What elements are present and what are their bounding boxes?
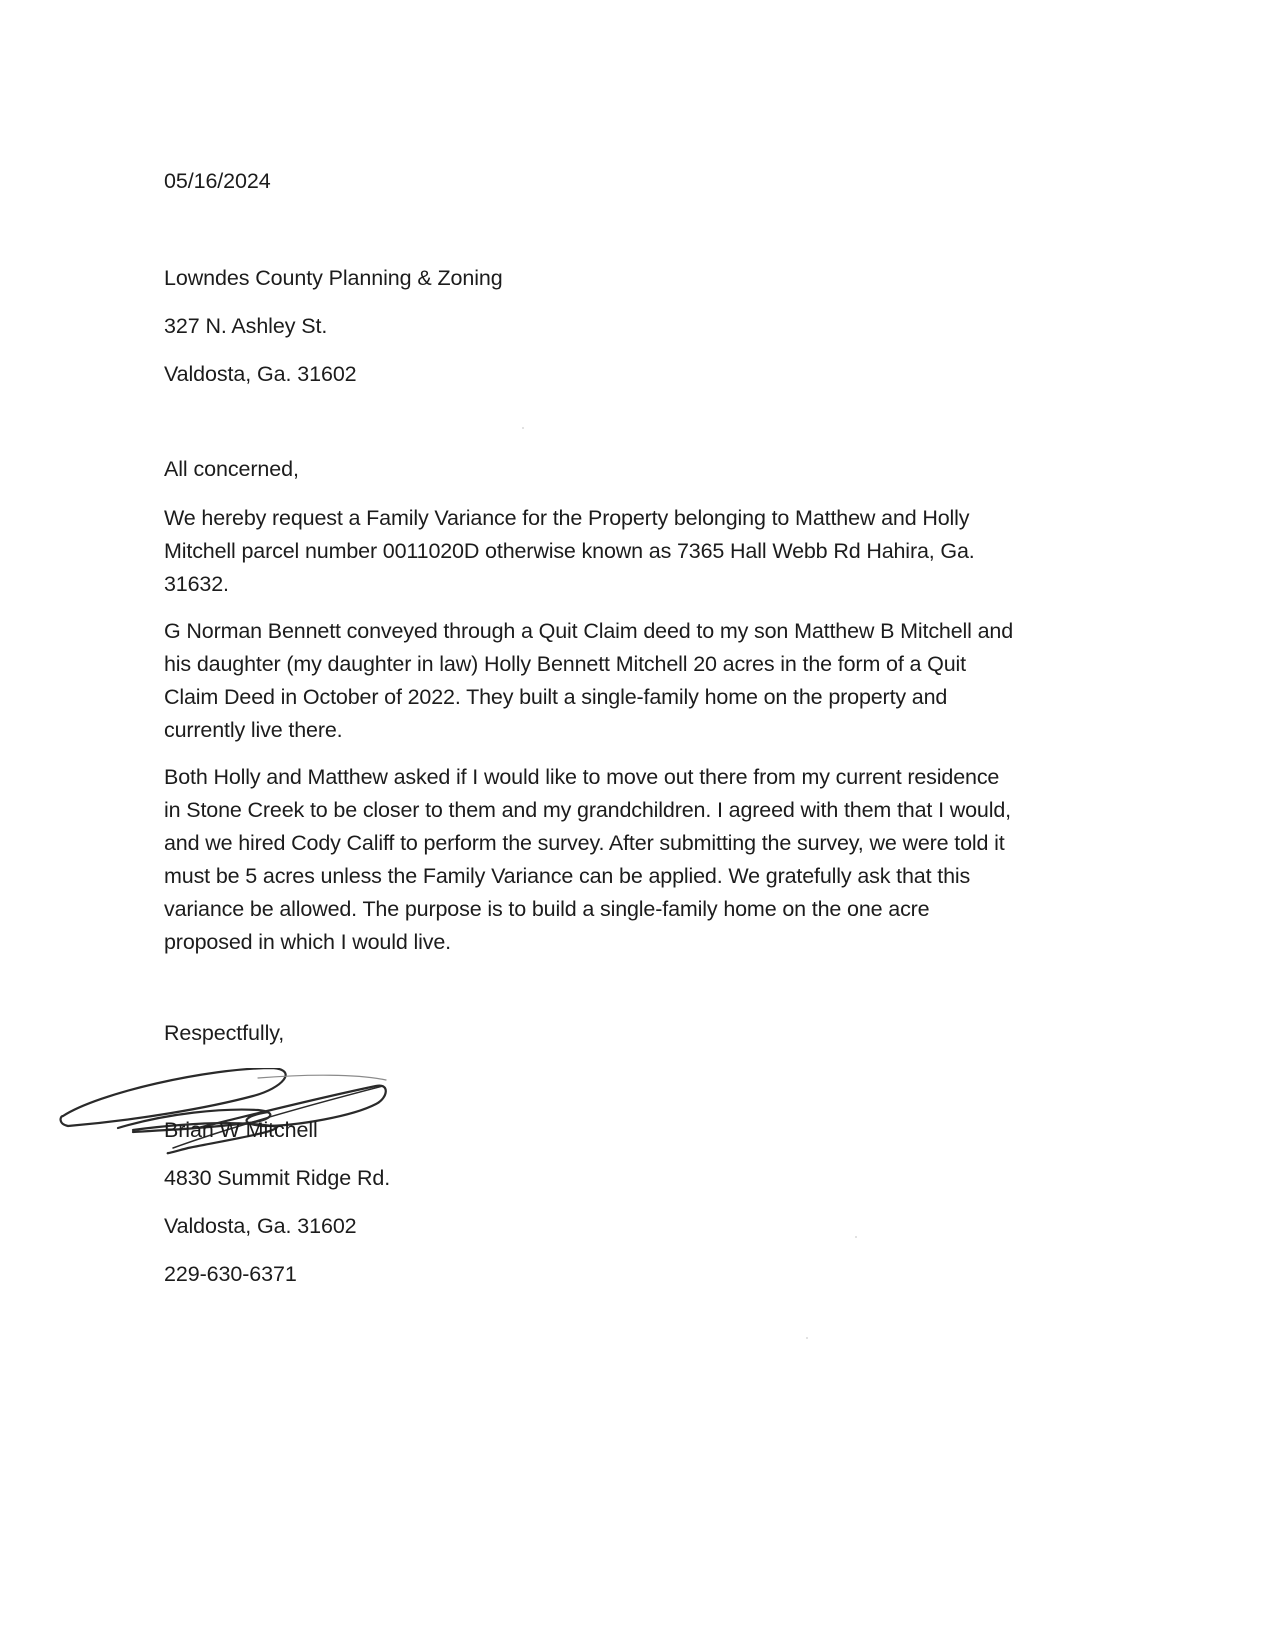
paragraph-line: We hereby request a Family Variance for the Property belonging to Matthew and Holly [164,506,970,530]
letter-date: 05/16/2024 [164,169,271,193]
sender-name: Brian W Mitchell [164,1118,318,1142]
paragraph-line: currently live there. [164,718,343,742]
paragraph-line: G Norman Bennett conveyed through a Quit Claim deed to my son Matthew B Mitchell and [164,619,1014,643]
paragraph-line: Both Holly and Matthew asked if I would like to move out there from my current residence [164,765,1000,789]
recipient-street: 327 N. Ashley St. [164,314,328,338]
paragraph-purpose [164,761,1124,959]
sender-city-state-zip: Valdosta, Ga. 31602 [164,1214,357,1238]
paragraph-line: 31632. [164,572,229,596]
paragraph-background [164,615,1124,747]
paragraph-line: in Stone Creek to be closer to them and my grandchildren. I agreed with them that I would, [164,798,1011,822]
sender-street: 4830 Summit Ridge Rd. [164,1166,391,1190]
recipient-name: Lowndes County Planning & Zoning [164,266,503,290]
scan-speck [806,1337,808,1339]
paragraph-line: and we hired Cody Califf to perform the survey. After submitting the survey, we were told it [164,831,1005,855]
paragraph-request [164,502,1124,601]
paragraph-line: Claim Deed in October of 2022. They built a single-family home on the property and [164,685,948,709]
paragraph-line: Mitchell parcel number 0011020D otherwise known as 7365 Hall Webb Rd Hahira, Ga. [164,539,975,563]
scan-speck [522,427,524,429]
paragraph-line: his daughter (my daughter in law) Holly Bennett Mitchell 20 acres in the form of a Quit [164,652,966,676]
paragraph-line: must be 5 acres unless the Family Variance can be applied. We gratefully ask that this [164,864,971,888]
paragraph-line: proposed in which I would live. [164,930,451,954]
closing: Respectfully, [164,1021,285,1045]
salutation: All concerned, [164,457,299,481]
paragraph-line: variance be allowed. The purpose is to build a single-family home on the one acre [164,897,930,921]
scan-speck [855,1236,857,1238]
recipient-city-state-zip: Valdosta, Ga. 31602 [164,362,357,386]
sender-phone: 229-630-6371 [164,1262,297,1286]
